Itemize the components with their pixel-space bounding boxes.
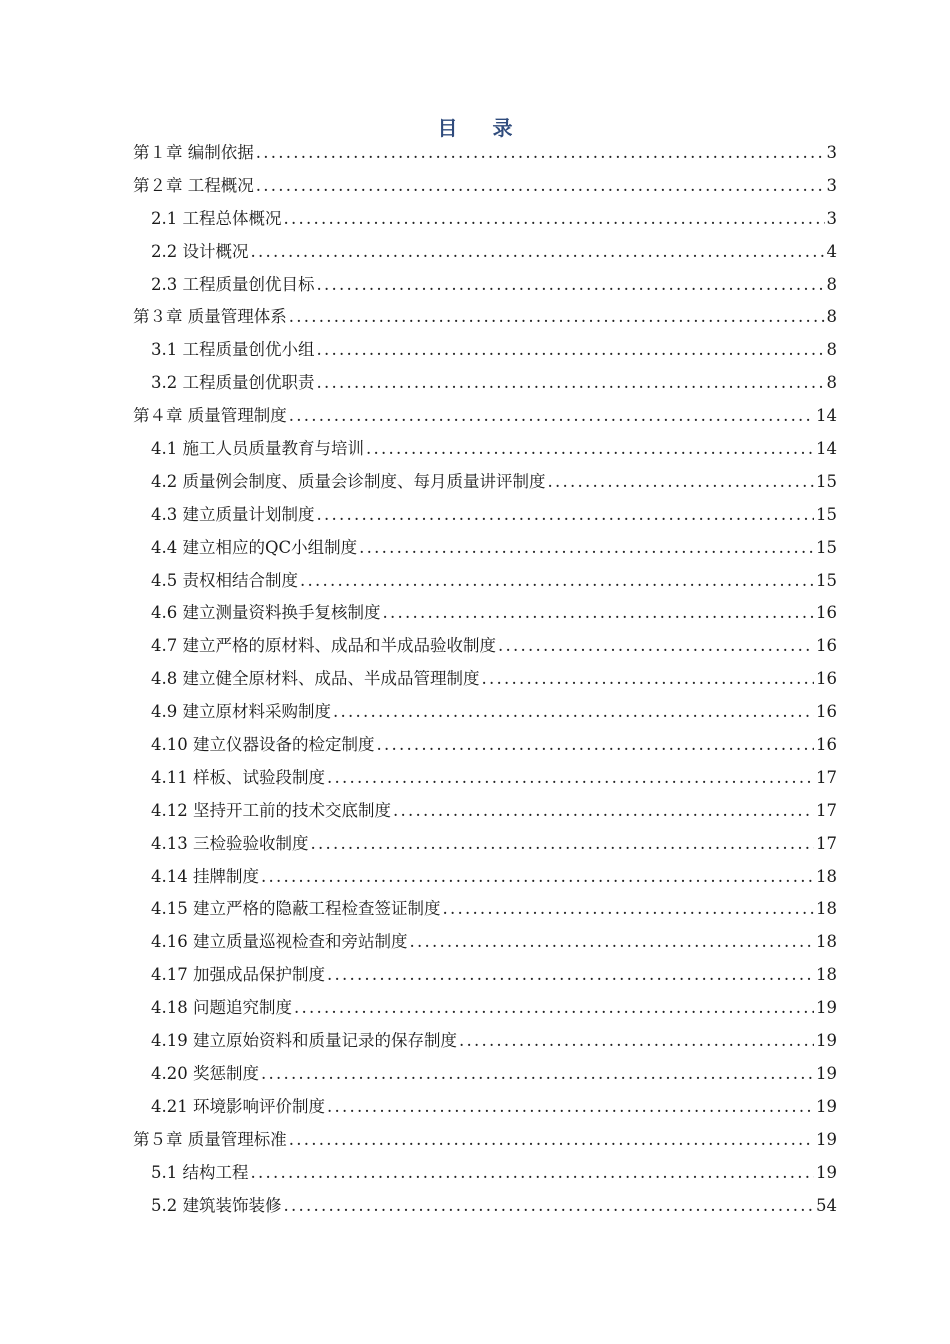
toc-entry-page-number: 19 bbox=[816, 998, 837, 1018]
toc-dot-leader bbox=[300, 565, 814, 598]
toc-section-entry[interactable] bbox=[133, 532, 837, 565]
toc-entry-label: 4.4 建立相应的QC小组制度 bbox=[151, 537, 358, 557]
toc-dot-leader bbox=[317, 334, 825, 367]
toc-entry-label: 4.15 建立严格的隐蔽工程检查签证制度 bbox=[151, 899, 441, 919]
toc-dot-leader bbox=[442, 893, 814, 926]
toc-entry-page-number: 14 bbox=[816, 406, 837, 426]
toc-section-entry[interactable] bbox=[133, 1190, 837, 1223]
toc-entry-page-number: 3 bbox=[826, 175, 837, 195]
toc-entry-page-number: 15 bbox=[816, 504, 837, 524]
toc-dot-leader bbox=[289, 400, 814, 433]
toc-dot-leader bbox=[383, 597, 815, 630]
toc-section-entry[interactable] bbox=[133, 269, 837, 302]
toc-dot-leader bbox=[409, 926, 814, 959]
toc-entry-label: 2.3 工程质量创优目标 bbox=[151, 274, 315, 294]
toc-section-entry[interactable] bbox=[133, 992, 837, 1025]
toc-section-entry[interactable] bbox=[133, 663, 837, 696]
toc-dot-leader bbox=[482, 663, 815, 696]
toc-entry-page-number: 16 bbox=[816, 636, 837, 656]
toc-entry-page-number: 19 bbox=[816, 1031, 837, 1051]
toc-entry-page-number: 8 bbox=[826, 307, 837, 327]
toc-section-entry[interactable] bbox=[133, 1058, 837, 1091]
toc-entry-label: 4.17 加强成品保护制度 bbox=[151, 965, 325, 985]
toc-section-entry[interactable] bbox=[133, 1157, 837, 1190]
toc-entry-label: 第３章 质量管理体系 bbox=[133, 307, 287, 327]
toc-section-entry[interactable] bbox=[133, 795, 837, 828]
toc-section-entry[interactable] bbox=[133, 334, 837, 367]
toc-dot-leader bbox=[327, 959, 814, 992]
toc-section-entry[interactable] bbox=[133, 597, 837, 630]
toc-entry-page-number: 8 bbox=[826, 274, 837, 294]
toc-entry-page-number: 17 bbox=[816, 833, 837, 853]
toc-entry-page-number: 15 bbox=[816, 570, 837, 590]
toc-dot-leader bbox=[327, 762, 814, 795]
toc-dot-leader bbox=[261, 1058, 814, 1091]
toc-section-entry[interactable] bbox=[133, 696, 837, 729]
toc-dot-leader bbox=[261, 861, 814, 894]
toc-entry-label: 4.19 建立原始资料和质量记录的保存制度 bbox=[151, 1031, 457, 1051]
toc-dot-leader bbox=[376, 729, 814, 762]
toc-entry-page-number: 4 bbox=[826, 241, 837, 261]
toc-entry-page-number: 3 bbox=[826, 208, 837, 228]
toc-entry-page-number: 16 bbox=[816, 735, 837, 755]
toc-entry-page-number: 15 bbox=[816, 471, 837, 491]
toc-dot-leader bbox=[359, 532, 814, 565]
toc-dot-leader bbox=[317, 367, 825, 400]
toc-entry-page-number: 17 bbox=[816, 767, 837, 787]
toc-entry-page-number: 8 bbox=[826, 340, 837, 360]
toc-entry-label: 4.18 问题追究制度 bbox=[151, 998, 292, 1018]
toc-chapter-entry[interactable] bbox=[133, 400, 837, 433]
toc-section-entry[interactable] bbox=[133, 861, 837, 894]
toc-entry-label: 2.1 工程总体概况 bbox=[151, 208, 282, 228]
toc-entry-label: 4.8 建立健全原材料、成品、半成品管理制度 bbox=[151, 669, 480, 689]
toc-entry-page-number: 16 bbox=[816, 669, 837, 689]
toc-section-entry[interactable] bbox=[133, 893, 837, 926]
toc-entry-page-number: 18 bbox=[816, 899, 837, 919]
toc-list bbox=[133, 137, 837, 1222]
toc-entry-label: 4.11 样板、试验段制度 bbox=[151, 767, 325, 787]
toc-dot-leader bbox=[294, 992, 814, 1025]
toc-entry-label: 4.21 环境影响评价制度 bbox=[151, 1096, 325, 1116]
toc-entry-label: 5.1 结构工程 bbox=[151, 1162, 249, 1182]
toc-dot-leader bbox=[284, 203, 825, 236]
toc-dot-leader bbox=[256, 170, 825, 203]
toc-entry-label: 5.2 建筑装饰装修 bbox=[151, 1195, 282, 1215]
toc-entry-page-number: 19 bbox=[816, 1096, 837, 1116]
toc-section-entry[interactable] bbox=[133, 630, 837, 663]
toc-entry-label: 4.2 质量例会制度、质量会诊制度、每月质量讲评制度 bbox=[151, 471, 546, 491]
toc-dot-leader bbox=[327, 1091, 814, 1124]
toc-dot-leader bbox=[251, 1157, 815, 1190]
toc-entry-label: 4.10 建立仪器设备的检定制度 bbox=[151, 735, 375, 755]
toc-section-entry[interactable] bbox=[133, 433, 837, 466]
toc-dot-leader bbox=[289, 1124, 814, 1157]
toc-entry-label: 3.1 工程质量创优小组 bbox=[151, 340, 315, 360]
toc-dot-leader bbox=[459, 1025, 814, 1058]
toc-entry-page-number: 18 bbox=[816, 866, 837, 886]
toc-entry-page-number: 19 bbox=[816, 1162, 837, 1182]
toc-entry-label: 4.3 建立质量计划制度 bbox=[151, 504, 315, 524]
toc-section-entry[interactable] bbox=[133, 1025, 837, 1058]
toc-chapter-entry[interactable] bbox=[133, 1124, 837, 1157]
toc-dot-leader bbox=[333, 696, 814, 729]
toc-entry-label: 4.13 三检验验收制度 bbox=[151, 833, 309, 853]
toc-entry-label: 第４章 质量管理制度 bbox=[133, 406, 287, 426]
toc-entry-page-number: 17 bbox=[816, 800, 837, 820]
toc-entry-page-number: 16 bbox=[816, 702, 837, 722]
toc-entry-page-number: 14 bbox=[816, 439, 837, 459]
toc-dot-leader bbox=[393, 795, 814, 828]
toc-entry-label: 第５章 质量管理标准 bbox=[133, 1129, 287, 1149]
toc-entry-page-number: 19 bbox=[816, 1063, 837, 1083]
toc-section-entry[interactable] bbox=[133, 762, 837, 795]
toc-section-entry[interactable] bbox=[133, 236, 837, 269]
toc-entry-page-number: 3 bbox=[826, 143, 837, 162]
toc-dot-leader bbox=[317, 269, 825, 302]
toc-entry-label: 第２章 工程概况 bbox=[133, 175, 254, 195]
toc-dot-leader bbox=[498, 630, 814, 663]
toc-title: 目 录 bbox=[437, 116, 527, 140]
toc-section-entry[interactable] bbox=[133, 926, 837, 959]
toc-entry-page-number: 18 bbox=[816, 932, 837, 952]
toc-section-entry[interactable] bbox=[133, 499, 837, 532]
toc-entry-label: 3.2 工程质量创优职责 bbox=[151, 373, 315, 393]
toc-entry-label: 4.6 建立测量资料换手复核制度 bbox=[151, 603, 381, 623]
toc-section-entry[interactable] bbox=[133, 959, 837, 992]
toc-entry-label: 4.14 挂牌制度 bbox=[151, 866, 259, 886]
toc-dot-leader bbox=[256, 137, 825, 170]
toc-entry-page-number: 16 bbox=[816, 603, 837, 623]
toc-chapter-entry[interactable] bbox=[133, 301, 837, 334]
toc-entry-label: 4.7 建立严格的原材料、成品和半成品验收制度 bbox=[151, 636, 496, 656]
toc-entry-label: 4.1 施工人员质量教育与培训 bbox=[151, 439, 364, 459]
toc-entry-label: 4.12 坚持开工前的技术交底制度 bbox=[151, 800, 391, 820]
toc-entry-label: 2.2 设计概况 bbox=[151, 241, 249, 261]
toc-entry-page-number: 54 bbox=[816, 1195, 837, 1215]
toc-dot-leader bbox=[284, 1190, 815, 1223]
toc-dot-leader bbox=[289, 301, 825, 334]
toc-dot-leader bbox=[317, 499, 815, 532]
toc-section-entry[interactable] bbox=[133, 1091, 837, 1124]
toc-dot-leader bbox=[310, 828, 814, 861]
toc-entry-label: 4.5 责权相结合制度 bbox=[151, 570, 298, 590]
toc-entry-label: 第１章 编制依据 bbox=[133, 143, 254, 162]
toc-section-entry[interactable] bbox=[133, 367, 837, 400]
toc-entry-label: 4.9 建立原材料采购制度 bbox=[151, 702, 331, 722]
toc-entry-page-number: 15 bbox=[816, 537, 837, 557]
toc-entry-label: 4.20 奖惩制度 bbox=[151, 1063, 259, 1083]
toc-dot-leader bbox=[366, 433, 814, 466]
toc-chapter-entry[interactable] bbox=[133, 137, 837, 170]
toc-dot-leader bbox=[548, 466, 815, 499]
toc-dot-leader bbox=[251, 236, 825, 269]
toc-entry-page-number: 19 bbox=[816, 1129, 837, 1149]
toc-section-entry[interactable] bbox=[133, 828, 837, 861]
toc-section-entry[interactable] bbox=[133, 565, 837, 598]
toc-section-entry[interactable] bbox=[133, 203, 837, 236]
toc-section-entry[interactable] bbox=[133, 466, 837, 499]
toc-entry-page-number: 8 bbox=[826, 373, 837, 393]
toc-entry-label: 4.16 建立质量巡视检查和旁站制度 bbox=[151, 932, 408, 952]
toc-entry-page-number: 18 bbox=[816, 965, 837, 985]
toc-section-entry[interactable] bbox=[133, 729, 837, 762]
toc-chapter-entry[interactable] bbox=[133, 170, 837, 203]
